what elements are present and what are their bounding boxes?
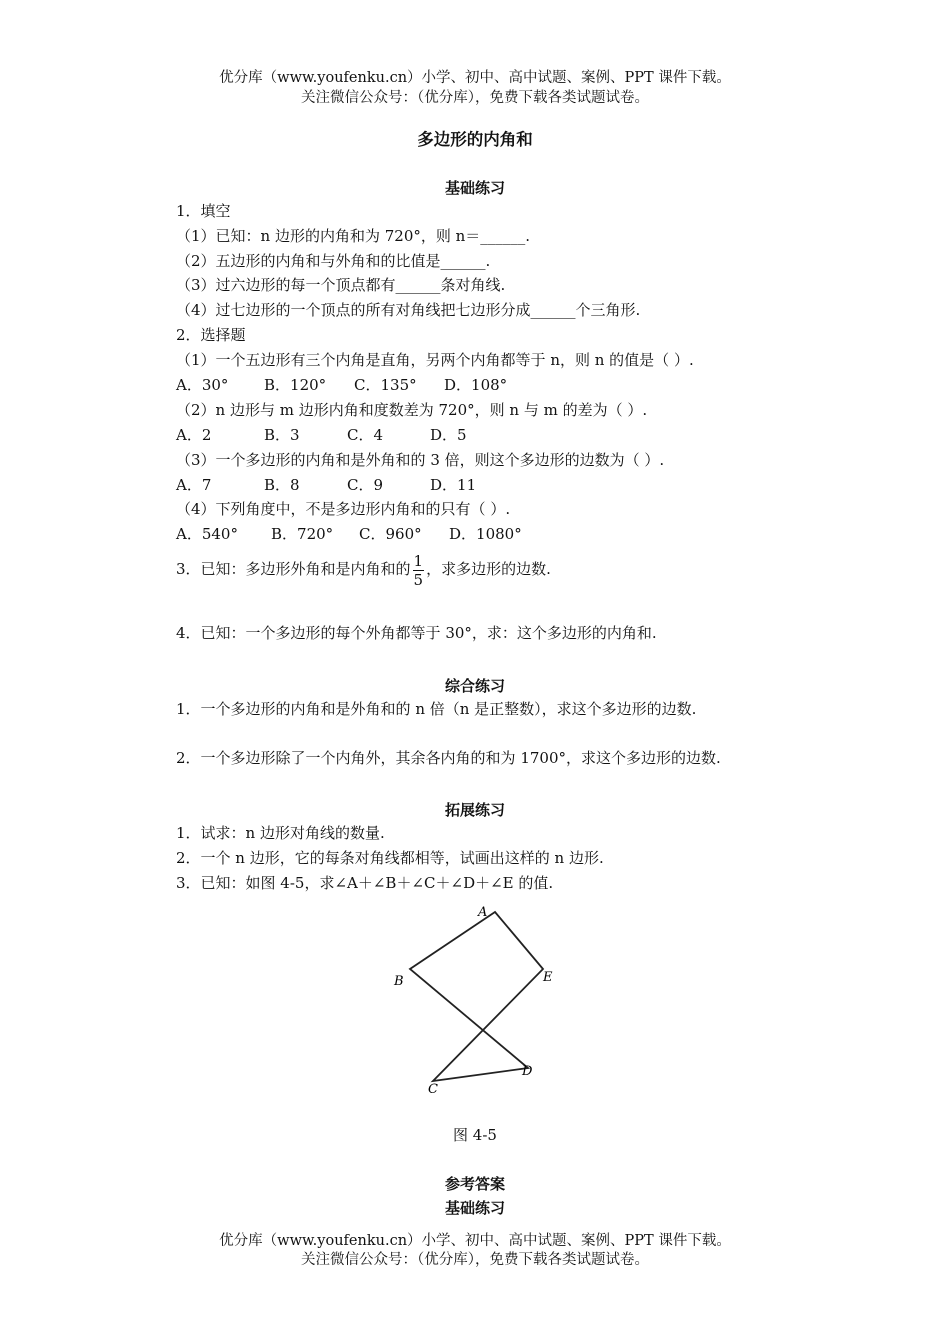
option-b: B．720° [271,525,334,543]
option-b: B．120° [264,376,327,394]
extension-q2: 2．一个 n 边形，它的每条对角线都相等，试画出这样的 n 边形. [176,849,604,867]
option-a: A．30° [176,376,229,394]
option-b: B．8 [264,476,300,494]
basic-q3: 3．已知：多边形外角和是内角和的 $\frac{1}{5}$ ，求多边形的边数. [176,551,551,589]
option-a: A．540° [176,525,238,543]
option-d: D．5 [430,426,467,444]
basic-q2-title: 2．选择题 [176,326,246,344]
label-e: E [543,970,553,985]
option-a: A．7 [176,476,212,494]
basic-q1-4: （4）过七边形的一个顶点的所有对角线把七边形分成______个三角形. [176,301,641,319]
option-a: A．2 [176,426,212,444]
option-d: D．1080° [449,525,522,543]
basic-q1-1: （1）已知：n 边形的内角和为 720°，则 n＝______. [176,227,531,245]
figure-caption: 图 4-5 [453,1126,497,1144]
answers-sub-heading: 基础练习 [444,1199,505,1217]
basic-q1-title: 1．填空 [176,202,231,220]
basic-q2-2-options [176,425,467,445]
footer-line-2: 关注微信公众号：（优分库），免费下载各类试题试卷。 [301,1252,649,1268]
header-line-1: 优分库（www.youfenku.cn）小学、初中、高中试题、案例、PPT 课件下载。 [219,70,731,86]
basic-q2-3: （3）一个多边形的内角和是外角和的 3 倍，则这个多边形的边数为（ ）. [176,451,665,469]
comprehensive-q1: 1．一个多边形的内角和是外角和的 n 倍（n 是正整数），求这个多边形的边数. [176,700,697,718]
basic-q2-1: （1）一个五边形有三个内角是直角，另两个内角都等于 n，则 n 的值是（ ）. [176,351,694,369]
label-b: B [394,974,404,989]
basic-q2-2: （2）n 边形与 m 边形内角和度数差为 720°，则 n 与 m 的差为（ ）. [176,401,648,419]
option-d: D．11 [430,476,477,494]
section-heading-basic: 基础练习 [444,179,505,197]
basic-q1-2: （2）五边形的内角和与外角和的比值是______. [176,252,491,270]
option-c: C．960° [359,525,422,543]
header-line-2: 关注微信公众号：（优分库），免费下载各类试题试卷。 [301,90,649,106]
option-c: C．4 [347,426,384,444]
basic-q2-1-options [176,375,507,395]
extension-q3: 3．已知：如图 4-5，求∠A＋∠B＋∠C＋∠D＋∠E 的值. [176,874,554,892]
basic-q1-3: （3）过六边形的每一个顶点都有______条对角线. [176,276,506,294]
basic-q4: 4．已知：一个多边形的每个外角都等于 30°，求：这个多边形的内角和. [176,624,657,642]
extension-q1: 1．试求：n 边形对角线的数量. [176,824,385,842]
fraction-one-fifth: $\frac{1}{5}$ [413,551,424,589]
option-b: B．3 [264,426,300,444]
section-heading-comprehensive: 综合练习 [444,677,505,695]
option-d: D．108° [444,376,508,394]
label-d: D [522,1064,533,1079]
comprehensive-q2: 2．一个多边形除了一个内角外，其余各内角的和为 1700°，求这个多边形的边数. [176,749,721,767]
section-heading-answers: 参考答案 [444,1175,505,1193]
label-a: A [478,905,488,920]
basic-q2-4: （4）下列角度中，不是多边形内角和的只有（ ）. [176,500,511,518]
page-title: 多边形的内角和 [417,130,533,149]
pentagram-lines [410,912,543,1081]
footer-line-1: 优分库（www.youfenku.cn）小学、初中、高中试题、案例、PPT 课件下载。 [219,1233,731,1249]
option-c: C．9 [347,476,384,494]
basic-q2-4-options [176,524,522,544]
option-c: C．135° [354,376,417,394]
basic-q2-3-options [176,475,476,495]
label-c: C [428,1082,438,1097]
star-figure [380,896,580,1100]
section-heading-extension: 拓展练习 [444,801,505,819]
